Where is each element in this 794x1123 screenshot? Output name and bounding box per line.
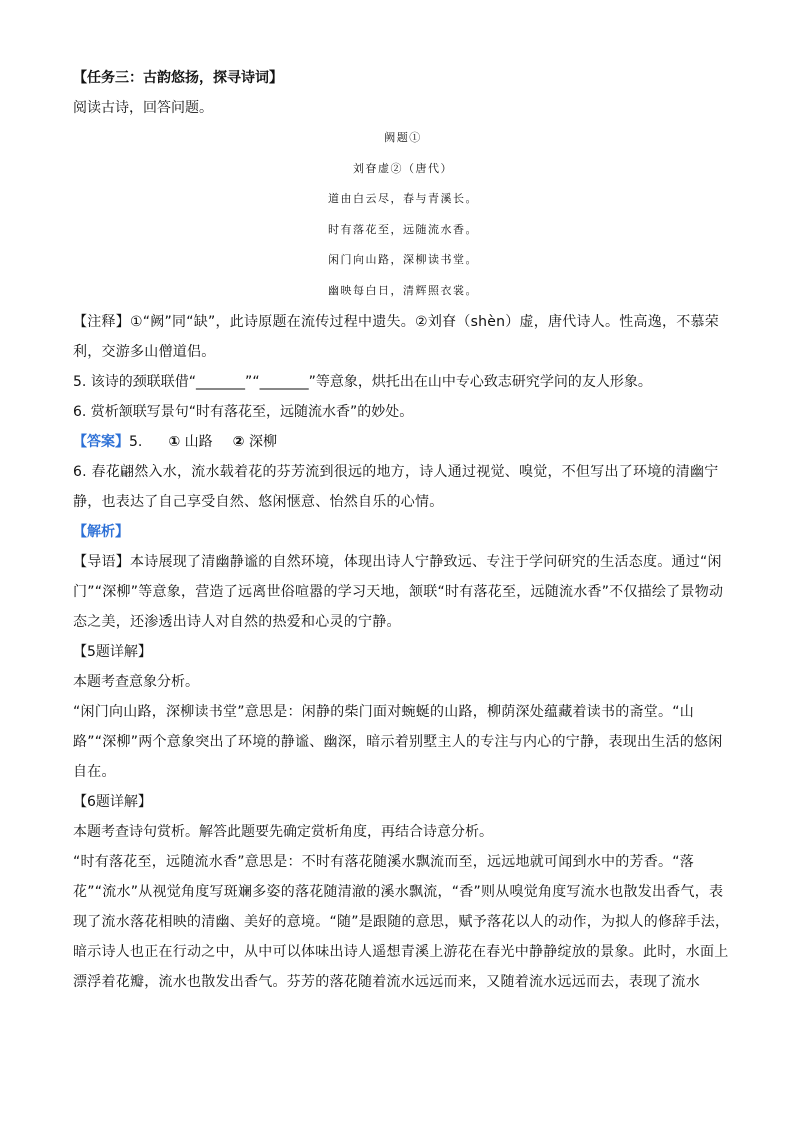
guide-paragraph: 【导语】本诗展现了清幽静谧的自然环境，体现出诗人宁静致远、专注于学问研究的生活态度。通过“闲门”“深柳”等意象，营造了远离世俗喧嚣的学习天地，颔联“时有落花至，远随流水香”不仅描绘了景物动态之美，还渗透出诗人对自然的热爱和心灵的宁静。 [73, 554, 724, 630]
circled-number: ① [168, 434, 181, 450]
question-6: 6. 赏析颔联写景句“时有落花至，远随流水香”的妙处。 [73, 404, 414, 420]
annotation-note: 【注释】①“阙”同“缺”，此诗原题在流传过程中遗失。②刘眘（shèn）虚，唐代诗人。性高逸，不慕荣利，交游多山僧道侣。 [73, 314, 720, 360]
answer-item [233, 427, 277, 457]
task-title: 【任务三：古韵悠扬，探寻诗词】 [73, 70, 283, 86]
answer-q5-number: 5. [129, 434, 143, 450]
detail-6-heading: 【6题详解】 [73, 794, 152, 810]
poem-line: 闲门向山路，深柳读书堂。 [328, 253, 478, 266]
answer-item-text: 深柳 [248, 434, 277, 450]
question-5: 5. 该诗的颈联联借“_______”“_______”等意象，烘托出在山中专心致志研究学问的友人形象。 [73, 374, 652, 390]
answer-q6: 6. 春花翩然入水，流水载着花的芬芳流到很远的地方，诗人通过视觉、嗅觉，不但写出了环境的清幽宁静，也表达了自己享受自然、悠闲惬意、怡然自乐的心情。 [73, 464, 719, 510]
instruction: 阅读古诗，回答问题。 [73, 100, 213, 116]
detail-6-body: “时有落花至，远随流水香”意思是：不时有落花随溪水飘流而至，远远地就可闻到水中的芳香。“落花”“流水”从视觉角度写斑斓多姿的落花随清澈的溪水飘流，“香”则从嗅觉角度写流水也散发出香气，表现了流水落花相映的清幽、美好的意境。“随”是跟随的意思，赋予落花以人的动作，为拟人的修辞手法，暗示诗人也正在行动之中，从中可以体味出诗人遥想青溪上游花在春光中静静绽放的景象。此时，水面上漂浮着花瓣，流水也散发出香气。芬芳的落花随着流水远远而来，又随着流水远远而去，表现了流水 [73, 854, 730, 990]
poem-line: 道由白云尽，春与青溪长。 [328, 192, 478, 205]
poem [73, 123, 733, 306]
answer-label: 【答案】 [73, 434, 129, 450]
detail-5-intro: 本题考查意象分析。 [73, 674, 199, 690]
answer-row [73, 427, 733, 457]
detail-6-intro: 本题考查诗句赏析。解答此题要先确定赏析角度，再结合诗意分析。 [73, 824, 493, 840]
poem-author: 刘眘虚②（唐代） [353, 161, 453, 175]
answer-item-text: 山路 [184, 434, 213, 450]
analysis-label: 【解析】 [73, 524, 129, 540]
poem-line: 幽映每白日，清辉照衣裳。 [328, 283, 478, 297]
document-page [73, 63, 733, 997]
detail-5-heading: 【5题详解】 [73, 644, 152, 660]
poem-line: 时有落花至，远随流水香。 [328, 222, 478, 236]
poem-title: 阙题① [384, 131, 422, 144]
answer-item [168, 427, 212, 457]
circled-number: ② [232, 434, 245, 450]
detail-5-body: “闲门向山路，深柳读书堂”意思是：闲静的柴门面对蜿蜒的山路，柳荫深处蕴藏着读书的斋堂。“山路”“深柳”两个意象突出了环境的静谧、幽深，暗示着别墅主人的专注与内心的宁静，表现出生活的悠闲自在。 [73, 704, 723, 780]
